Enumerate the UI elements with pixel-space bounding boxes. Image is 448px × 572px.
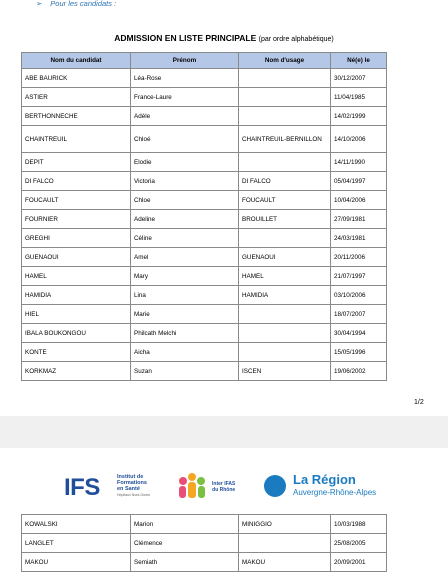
table-cell: Semiath	[131, 553, 239, 572]
table-row	[22, 267, 387, 286]
table-cell: 24/03/1981	[331, 229, 387, 248]
region-title: La Région	[293, 472, 356, 487]
table-cell: Adeline	[131, 210, 239, 229]
table-row	[22, 191, 387, 210]
table-cell: KONTE	[22, 343, 131, 362]
table-row	[22, 229, 387, 248]
table-cell: LANGLET	[22, 534, 131, 553]
table-cell: ASTIER	[22, 88, 131, 107]
table-cell: 03/10/2006	[331, 286, 387, 305]
table-header-cell: Né(e) le	[331, 53, 387, 69]
table-cell: MAKOU	[22, 553, 131, 572]
table-cell: GUENAOUI	[239, 248, 331, 267]
table-cell	[239, 534, 331, 553]
table-row	[22, 172, 387, 191]
table-cell: HAMIDIA	[22, 286, 131, 305]
table-row	[22, 88, 387, 107]
table-cell: 10/04/2006	[331, 191, 387, 210]
table-cell: Lina	[131, 286, 239, 305]
table-cell: 27/09/1981	[331, 210, 387, 229]
table-cell: ISCEN	[239, 362, 331, 381]
ifs-line-small: Hôpitaux Nord-Ouest	[117, 493, 150, 497]
table-cell: Clémence	[131, 534, 239, 553]
table-cell: 14/11/1990	[331, 153, 387, 172]
table-row	[22, 153, 387, 172]
table-cell: DI FALCO	[22, 172, 131, 191]
page-gap	[0, 416, 448, 448]
table-cell: 20/09/2001	[331, 553, 387, 572]
table-cell: BROUILLET	[239, 210, 331, 229]
table-row	[22, 515, 387, 534]
table-row	[22, 107, 387, 126]
table-body-continued	[22, 515, 387, 572]
table-cell: Elodie	[131, 153, 239, 172]
table-cell: 19/06/2002	[331, 362, 387, 381]
table-header-cell: Nom du candidat	[22, 53, 131, 69]
table-header-cell: Nom d'usage	[239, 53, 331, 69]
table-cell: Marie	[131, 305, 239, 324]
table-row	[22, 126, 387, 153]
table-row	[22, 553, 387, 572]
table-cell	[239, 153, 331, 172]
table-cell: 11/04/1985	[331, 88, 387, 107]
table-cell: KOWALSKI	[22, 515, 131, 534]
inter-ifas-logo-icon	[176, 472, 208, 502]
table-cell: Mary	[131, 267, 239, 286]
table-cell: DI FALCO	[239, 172, 331, 191]
table-cell: 14/02/1999	[331, 107, 387, 126]
table-cell	[239, 343, 331, 362]
table-cell	[239, 69, 331, 88]
table-cell: IBALA BOUKONGOU	[22, 324, 131, 343]
ifs-logo-text	[117, 474, 150, 498]
table-row	[22, 248, 387, 267]
section-bullet	[36, 0, 116, 8]
table-cell: 20/11/2006	[331, 248, 387, 267]
table-row	[22, 362, 387, 381]
table-cell: FOUCAULT	[22, 191, 131, 210]
table-cell: Adèle	[131, 107, 239, 126]
table-cell	[239, 107, 331, 126]
table-cell: Chloe	[131, 191, 239, 210]
table-cell: Victoria	[131, 172, 239, 191]
table-cell: HAMEL	[22, 267, 131, 286]
admission-table-continued	[21, 514, 387, 572]
table-cell: BERTHONNECHE	[22, 107, 131, 126]
table-cell: 30/04/1994	[331, 324, 387, 343]
table-cell: Suzan	[131, 362, 239, 381]
table-cell: Philcath Melchi	[131, 324, 239, 343]
list-title	[0, 33, 448, 43]
table-cell: HIEL	[22, 305, 131, 324]
table-row	[22, 69, 387, 88]
table-cell: GUENAOUI	[22, 248, 131, 267]
table-header-cell: Prénom	[131, 53, 239, 69]
table-cell: 15/05/1996	[331, 343, 387, 362]
ifs-logo: IFS	[64, 474, 100, 501]
table-cell: MINIGGIO	[239, 515, 331, 534]
table-row	[22, 305, 387, 324]
ifs-line-3: en Santé	[117, 486, 140, 492]
table-cell: 30/12/2007	[331, 69, 387, 88]
admission-table	[21, 52, 387, 381]
table-cell: DEPIT	[22, 153, 131, 172]
logo-bar	[0, 472, 448, 512]
table-cell: Marion	[131, 515, 239, 534]
inter-ifas-text	[212, 481, 235, 493]
table-body	[22, 69, 387, 381]
table-cell: KORKMAZ	[22, 362, 131, 381]
table-row	[22, 210, 387, 229]
region-logo-icon	[264, 475, 286, 497]
table-cell: 25/08/2005	[331, 534, 387, 553]
inter-line-2: du Rhône	[212, 487, 236, 493]
table-cell: HAMIDIA	[239, 286, 331, 305]
arrow-bullet-icon: ➢	[36, 0, 43, 8]
table-cell: MAKOU	[239, 553, 331, 572]
table-cell: CHAINTREUIL-BERNILLON	[239, 126, 331, 153]
table-cell	[239, 229, 331, 248]
table-header-row	[22, 53, 387, 69]
table-row	[22, 534, 387, 553]
ifs-line-2: Formations	[117, 480, 147, 486]
table-cell: CHAINTREUIL	[22, 126, 131, 153]
section-bullet-text: Pour les candidats :	[50, 0, 117, 8]
table-cell: 18/07/2007	[331, 305, 387, 324]
table-cell: Aicha	[131, 343, 239, 362]
table-cell: 10/03/1988	[331, 515, 387, 534]
table-cell: FOURNIER	[22, 210, 131, 229]
list-subtitle: (par ordre alphabétique)	[258, 36, 334, 43]
table-cell: 14/10/2006	[331, 126, 387, 153]
table-cell	[239, 305, 331, 324]
list-title-text: ADMISSION EN LISTE PRINCIPALE	[114, 33, 257, 43]
table-cell: ABE BAURICK	[22, 69, 131, 88]
table-cell: Céline	[131, 229, 239, 248]
table-row	[22, 286, 387, 305]
table-cell	[239, 324, 331, 343]
inter-line-1: Inter IFAS	[212, 481, 236, 487]
table-cell: GREGHI	[22, 229, 131, 248]
table-cell: Amel	[131, 248, 239, 267]
table-cell: 21/07/1997	[331, 267, 387, 286]
table-row	[22, 324, 387, 343]
region-subtitle: Auvergne-Rhône-Alpes	[293, 488, 377, 497]
table-cell	[239, 88, 331, 107]
document-page-2	[0, 448, 448, 566]
ifs-line-1: Institut de	[117, 474, 144, 480]
table-cell: FOUCAULT	[239, 191, 331, 210]
table-cell: HAMEL	[239, 267, 331, 286]
page-number: 1/2	[414, 399, 424, 406]
table-cell: Chloé	[131, 126, 239, 153]
table-cell: Léa-Rose	[131, 69, 239, 88]
table-cell: France-Laure	[131, 88, 239, 107]
table-cell: 05/04/1997	[331, 172, 387, 191]
table-row	[22, 343, 387, 362]
